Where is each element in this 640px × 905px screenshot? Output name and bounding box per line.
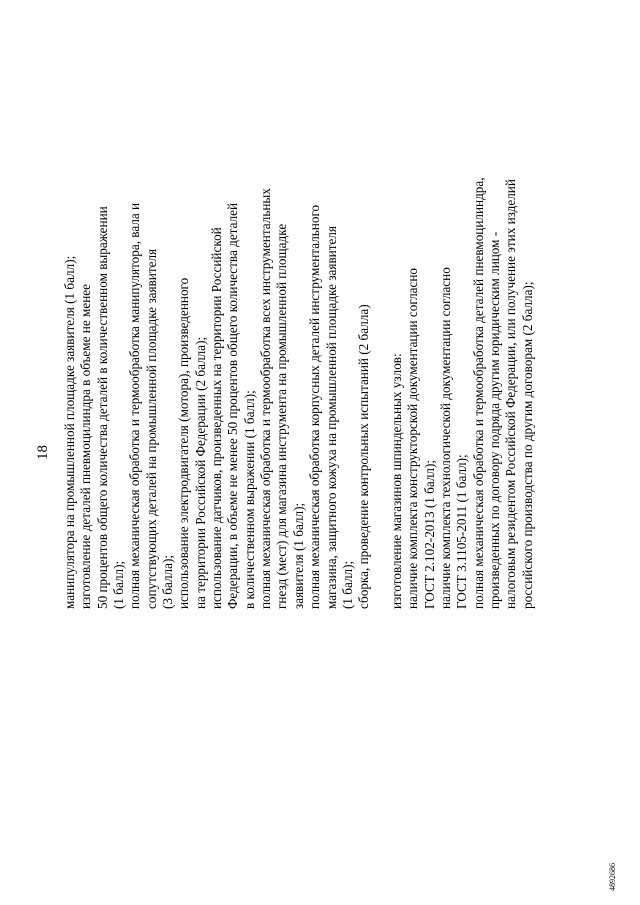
text-line: российского производства по другим договорам (2 балла); — [519, 281, 535, 609]
text-line: сопутствующих деталей на промышленной площадке заявителя — [143, 248, 159, 609]
text-line: ГОСТ 2.102-2013 (1 балл); — [421, 459, 437, 609]
text-line: магазина, защитного кожуха на промышленной площадке заявителя — [323, 226, 339, 609]
text-line: полная механическая обработка и термообработка деталей пневмоцилиндра, — [470, 177, 486, 609]
text-line: заявителя (1 балл); — [290, 502, 306, 609]
text-line: полная механическая обработка и термообработка всех инструментальных — [258, 188, 274, 609]
text-line: полная механическая обработка корпусных деталей инструментального — [307, 204, 323, 609]
text-line: произведенных по договору подряда другим юридическим лицом - — [486, 231, 502, 609]
paragraph-block-two — [389, 9, 536, 609]
text-line: 50 процентов общего количества деталей в количественном выражении — [94, 206, 110, 609]
text-line: (1 балл); — [111, 560, 127, 609]
text-line: на территории Российской Федерации (2 балла); — [192, 336, 208, 609]
text-line: наличие комплекта конструкторской документации согласно — [405, 267, 421, 609]
paragraph-gap — [373, 9, 389, 609]
text-line: (3 балла); — [160, 554, 176, 609]
document-id: 4892686 — [608, 863, 617, 891]
text-line: манипулятора на промышленной площадке заявителя (1 балл); — [62, 255, 77, 609]
text-line: использование датчиков, произведенных на территории Российской — [209, 227, 225, 609]
text-line: наличие комплекта технологической документации согласно — [437, 267, 453, 609]
text-line: налоговым резидентом Российской Федерации, или получение этих изделий — [503, 179, 519, 609]
text-line: изготовление магазинов шпиндельных узлов: — [388, 353, 404, 609]
text-line: полная механическая обработка и термообработка манипулятора, вала и — [127, 202, 143, 609]
page-number: 18 — [35, 445, 51, 460]
text-line: ГОСТ 3.1105-2011 (1 балл); — [454, 454, 470, 609]
text-line: изготовление деталей пневмоцилиндра в объеме не менее — [78, 284, 94, 609]
text-line: Федерации, в объеме не менее 50 процентов общего количества деталей — [225, 202, 241, 609]
text-line: использование электродвигателя (мотора), произведенного — [176, 277, 192, 609]
paragraph-block-one — [62, 9, 373, 609]
text-line: (1 балл); — [339, 560, 355, 609]
text-line: сборка, проведение контрольных испытаний (2 балла) — [356, 304, 372, 609]
text-line: в количественном выражении (1 балл); — [241, 390, 257, 609]
text-line: гнезд (мест) для магазина инструмента на промышленной площадке — [274, 223, 290, 609]
body-text — [62, 9, 536, 609]
